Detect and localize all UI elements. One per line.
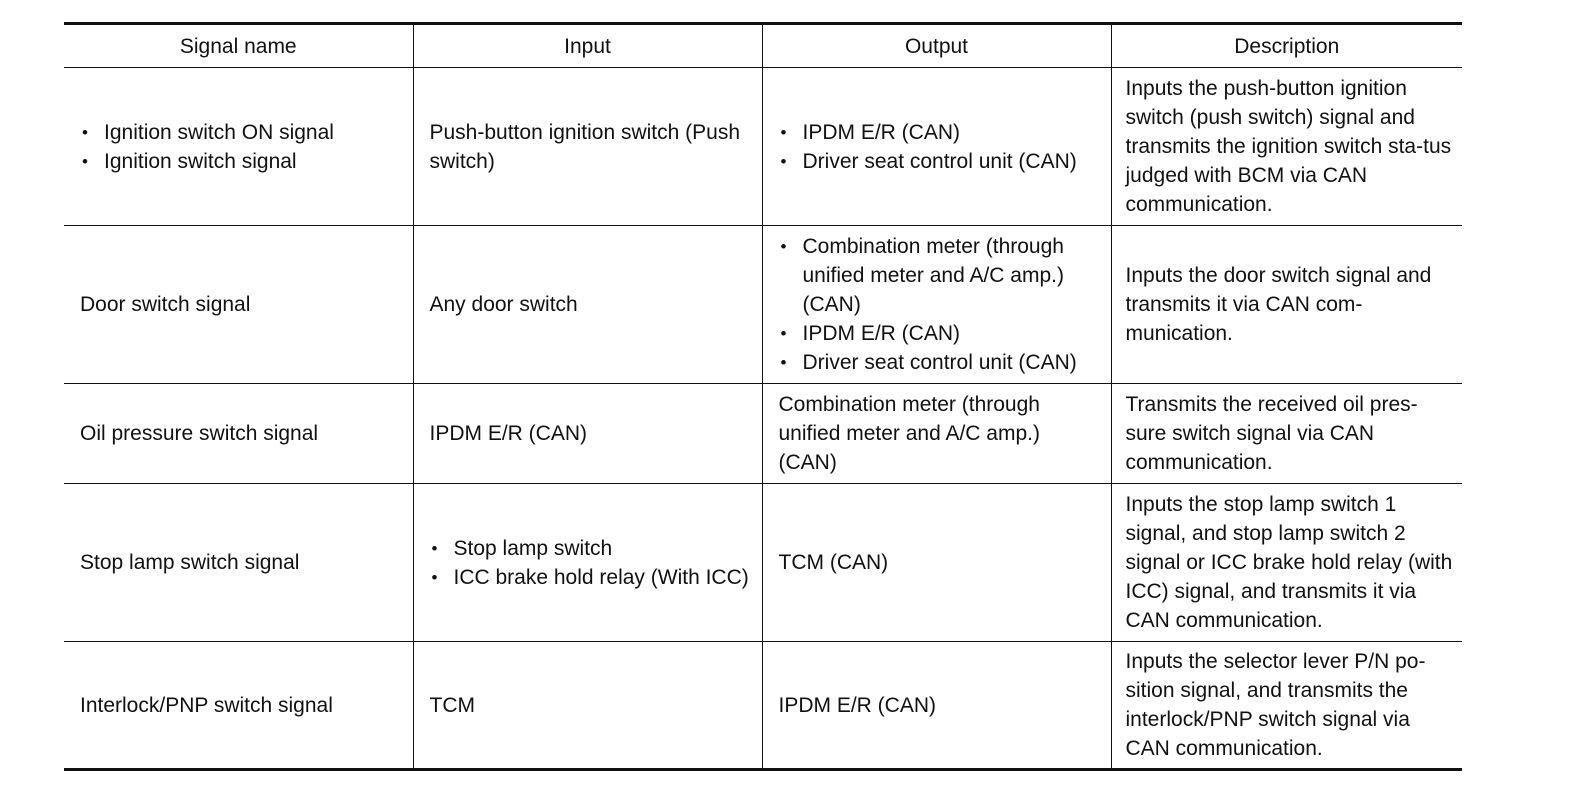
list-item: • Combination meter (through unified meter and A/C amp.) (CAN) — [779, 232, 1099, 319]
list-item: • Driver seat control unit (CAN) — [779, 348, 1099, 377]
input-cell: TCM — [413, 642, 762, 770]
header-output: Output — [762, 24, 1111, 68]
description-cell: Inputs the push-button ignition switch (push switch) signal and transmits the ignition switch sta-tus judged with BCM via CAN communication. — [1111, 68, 1462, 226]
output-cell: TCM (CAN) — [762, 484, 1111, 642]
table-row — [64, 68, 1462, 226]
input-cell: IPDM E/R (CAN) — [413, 384, 762, 484]
description-cell: Transmits the received oil pres-sure switch signal via CAN communication. — [1111, 384, 1462, 484]
list-item: • ICC brake hold relay (With ICC) — [430, 563, 750, 592]
output-cell — [762, 226, 1111, 384]
description-cell: Inputs the door switch signal and transmits it via CAN com-munication. — [1111, 226, 1462, 384]
table-row — [64, 484, 1462, 642]
header-signal-name: Signal name — [64, 24, 413, 68]
list-item: • Stop lamp switch — [430, 534, 750, 563]
list-item: • Ignition switch ON signal — [80, 118, 401, 147]
signal-list — [80, 118, 401, 176]
header-description: Description — [1111, 24, 1462, 68]
output-cell — [762, 68, 1111, 226]
input-list — [430, 534, 750, 592]
input-cell: Push-button ignition switch (Push switch) — [413, 68, 762, 226]
header-input: Input — [413, 24, 762, 68]
description-cell: Inputs the selector lever P/N po-sition signal, and transmits the interlock/PNP switch signal via CAN communication. — [1111, 642, 1462, 770]
signal-cell: Interlock/PNP switch signal — [64, 642, 413, 770]
signal-cell: Stop lamp switch signal — [64, 484, 413, 642]
list-item: • Ignition switch signal — [80, 147, 401, 176]
output-cell: IPDM E/R (CAN) — [762, 642, 1111, 770]
input-cell: Any door switch — [413, 226, 762, 384]
signal-cell: Oil pressure switch signal — [64, 384, 413, 484]
table-row — [64, 384, 1462, 484]
table-row — [64, 226, 1462, 384]
signal-cell: Door switch signal — [64, 226, 413, 384]
header-row — [64, 24, 1462, 68]
output-list — [779, 232, 1099, 377]
list-item: • Driver seat control unit (CAN) — [779, 147, 1099, 176]
output-cell: Combination meter (through unified meter and A/C amp.) (CAN) — [762, 384, 1111, 484]
signal-cell — [64, 68, 413, 226]
list-item: • IPDM E/R (CAN) — [779, 319, 1099, 348]
list-item: • IPDM E/R (CAN) — [779, 118, 1099, 147]
input-cell — [413, 484, 762, 642]
output-list — [779, 118, 1099, 176]
table-row — [64, 642, 1462, 770]
signal-table — [64, 22, 1462, 771]
description-cell: Inputs the stop lamp switch 1 signal, and stop lamp switch 2 signal or ICC brake hold relay (with ICC) signal, and transmits it via CAN communication. — [1111, 484, 1462, 642]
